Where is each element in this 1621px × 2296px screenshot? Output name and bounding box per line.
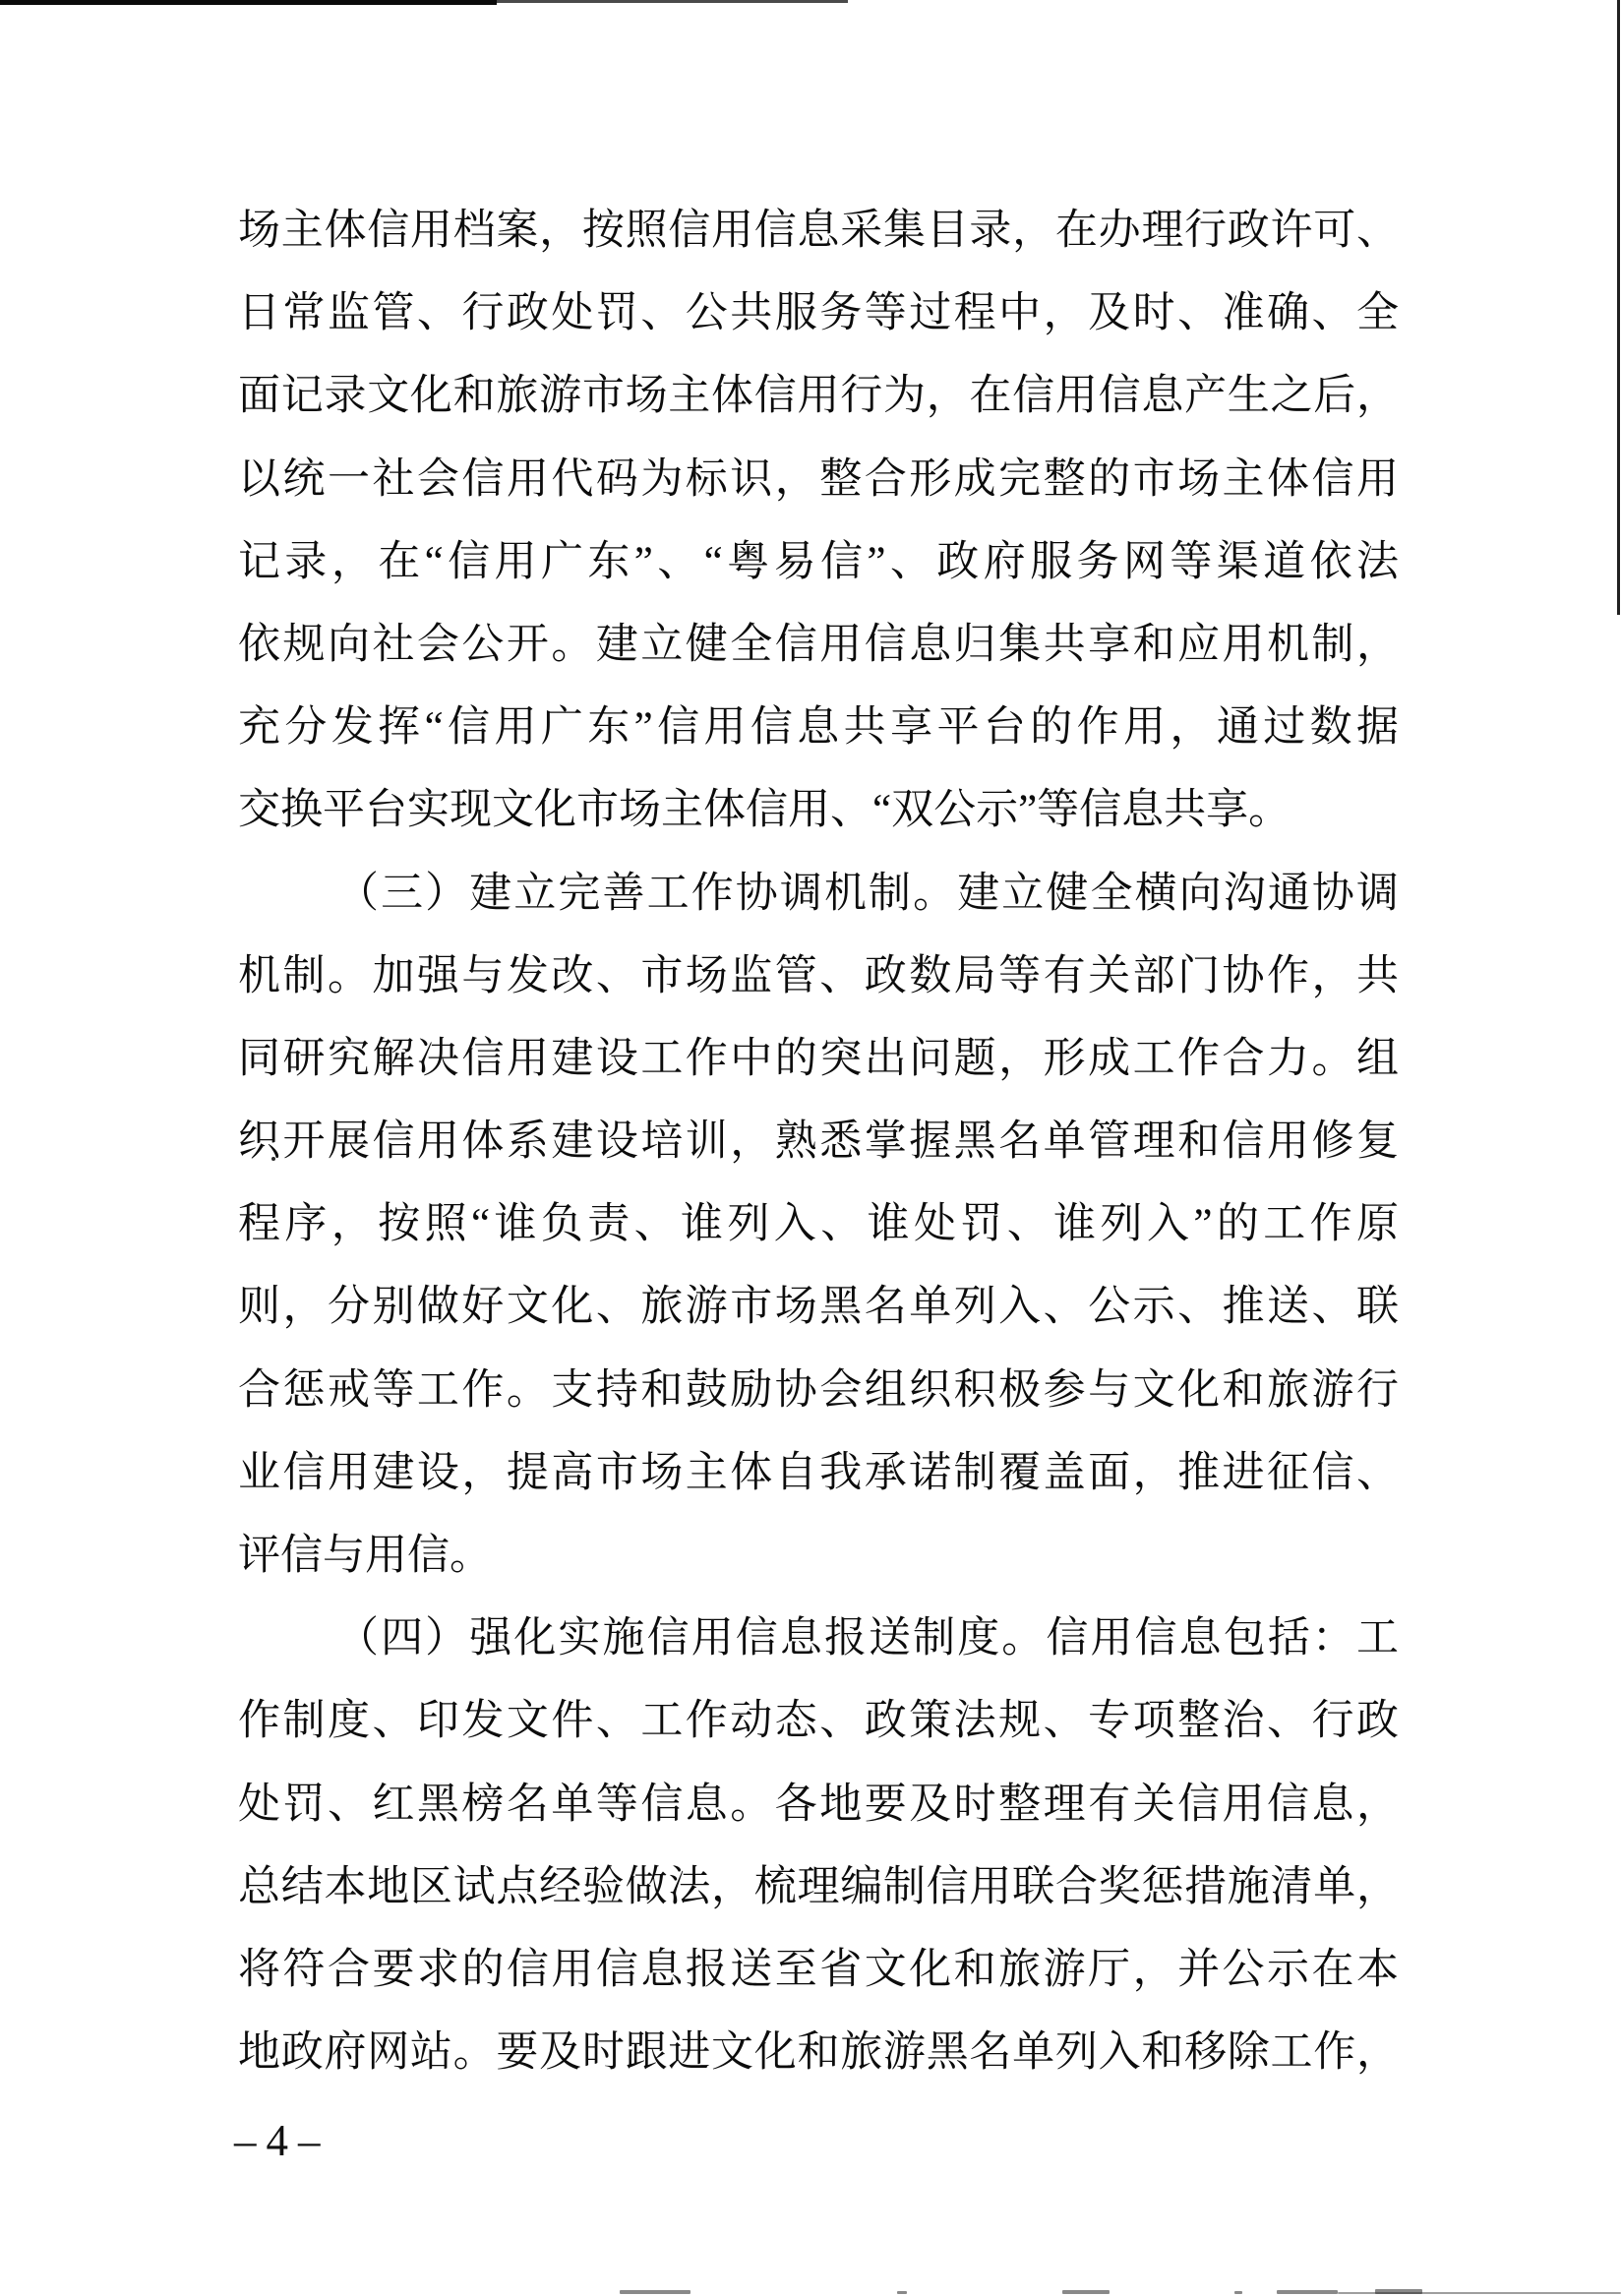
- text-line: 交换平台实现文化市场主体信用、“双公示”等信息共享。: [238, 787, 1291, 834]
- text-line: 机制。加强与发改、市场监管、政数局等有关部门协作，共: [238, 952, 1399, 999]
- bottom-scan-noise: [1277, 2290, 1338, 2294]
- text-line: 处罚、红黑榜名单等信息。各地要及时整理有关信用信息，: [238, 1781, 1399, 1828]
- scan-artifact-top-bar: [0, 0, 497, 5]
- text-line: 以统一社会信用代码为标识，整合形成完整的市场主体信用: [238, 455, 1399, 503]
- text-line: 面记录文化和旅游市场主体信用行为，在信用信息产生之后，: [238, 373, 1399, 420]
- bottom-scan-noise: [1338, 2292, 1621, 2294]
- right-edge-scan-line: [1617, 0, 1620, 615]
- bottom-scan-noise: [620, 2290, 690, 2294]
- text-line: 织开展信用体系建设培训，熟悉掌握黑名单管理和信用修复: [238, 1118, 1399, 1166]
- text-line: 将符合要求的信用信息报送至省文化和旅游厅，并公示在本: [238, 1946, 1399, 1993]
- scan-artifact-top-bar: [497, 0, 848, 3]
- text-line-paragraph-start: （四）强化实施信用信息报送制度。信用信息包括：工: [336, 1615, 1399, 1662]
- bottom-scan-noise: [1062, 2290, 1110, 2294]
- text-line: 日常监管、行政处罚、公共服务等过程中，及时、准确、全: [238, 290, 1399, 337]
- page-number: –4–: [234, 2116, 330, 2165]
- text-line: 记录，在“信用广东”、“粤易信”、政府服务网等渠道依法: [238, 538, 1399, 585]
- text-line-paragraph-start: （三）建立完善工作协调机制。建立健全横向沟通协调: [336, 870, 1399, 917]
- text-line: 充分发挥“信用广东”信用信息共享平台的作用，通过数据: [238, 704, 1399, 752]
- text-line: 程序，按照“谁负责、谁列入、谁处罚、谁列入”的工作原: [238, 1201, 1399, 1248]
- text-line: 则，分别做好文化、旅游市场黑名单列入、公示、推送、联: [238, 1284, 1399, 1331]
- bottom-scan-noise: [897, 2291, 907, 2294]
- text-line: 总结本地区试点经验做法，梳理编制信用联合奖惩措施清单，: [238, 1863, 1399, 1910]
- text-line: 依规向社会公开。建立健全信用信息归集共享和应用机制，: [238, 621, 1399, 668]
- text-line: 评信与用信。: [238, 1533, 492, 1579]
- bottom-scan-noise: [1234, 2291, 1242, 2294]
- text-line: 同研究解决信用建设工作中的突出问题，形成工作合力。组: [238, 1035, 1399, 1082]
- text-line: 合惩戒等工作。支持和鼓励协会组织积极参与文化和旅游行: [238, 1366, 1399, 1414]
- text-line: 作制度、印发文件、工作动态、政策法规、专项整治、行政: [238, 1698, 1399, 1745]
- text-line: 场主体信用档案，按照信用信息采集目录，在办理行政许可、: [238, 208, 1399, 254]
- document-body: [238, 190, 1399, 2094]
- text-line: 地政府网站。要及时跟进文化和旅游黑名单列入和移除工作，: [238, 2029, 1399, 2077]
- text-line: 业信用建设，提高市场主体自我承诺制覆盖面，推进征信、: [238, 1449, 1399, 1496]
